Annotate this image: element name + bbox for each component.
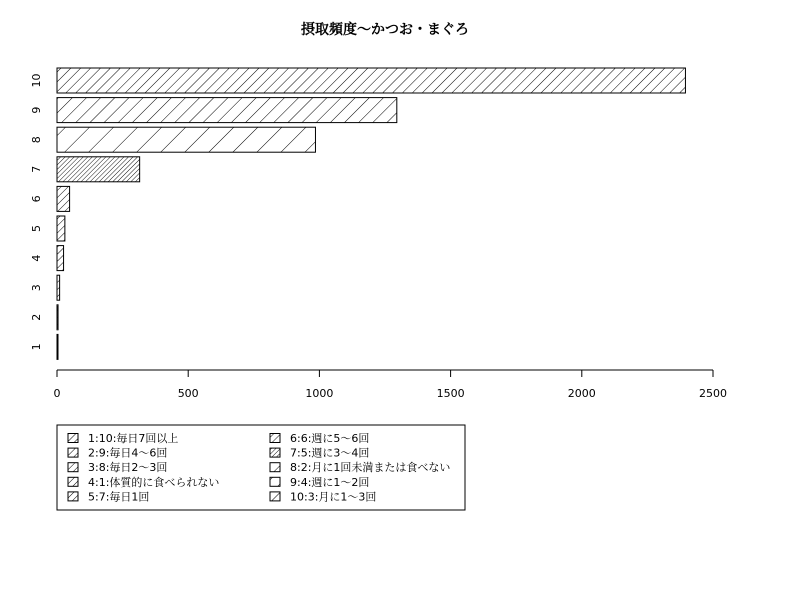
legend-swatch — [68, 477, 78, 486]
x-tick-label: 500 — [177, 387, 199, 400]
legend — [57, 425, 465, 510]
chart-title: 摂取頻度〜かつお・まぐろ — [301, 22, 469, 38]
y-tick-label: 1 — [30, 343, 43, 351]
legend-label: 9:4:週に1〜2回 — [290, 475, 370, 489]
bar-9 — [57, 98, 397, 123]
bar-4 — [57, 246, 64, 271]
legend-swatch — [270, 463, 280, 472]
bars-layer — [57, 68, 685, 359]
legend-swatch — [68, 448, 78, 457]
y-axis — [30, 74, 43, 351]
legend-swatch — [68, 492, 78, 501]
y-tick-label: 3 — [30, 284, 43, 292]
legend-label: 4:1:体質的に食べられない — [88, 475, 220, 489]
bar-3 — [57, 275, 60, 300]
legend-swatch — [270, 477, 280, 486]
x-tick-label: 1000 — [305, 387, 334, 400]
y-tick-label: 6 — [30, 195, 43, 203]
x-tick-label: 1500 — [436, 387, 465, 400]
legend-label: 3:8:毎日2〜3回 — [88, 461, 168, 475]
y-tick-label: 5 — [30, 225, 43, 232]
legend-label: 6:6:週に5〜6回 — [290, 432, 370, 445]
bar-5 — [57, 216, 65, 241]
x-tick-label: 2000 — [567, 387, 596, 400]
y-tick-label: 9 — [30, 106, 43, 114]
legend-swatch — [68, 463, 78, 472]
bar-2 — [57, 305, 58, 330]
y-tick-label: 4 — [30, 254, 43, 262]
y-tick-label: 8 — [30, 136, 43, 144]
legend-swatch — [270, 448, 280, 457]
legend-label: 7:5:週に3〜4回 — [290, 446, 370, 460]
y-tick-label: 10 — [30, 73, 43, 88]
bar-7 — [57, 157, 140, 182]
x-axis — [54, 370, 728, 400]
legend-swatch — [270, 492, 280, 501]
bar-10 — [57, 68, 685, 93]
legend-label: 10:3:月に1〜3回 — [290, 490, 377, 504]
legend-swatch — [68, 434, 78, 443]
x-tick-label: 2500 — [699, 387, 727, 400]
bar-6 — [57, 186, 70, 211]
bar-8 — [57, 127, 315, 152]
legend-swatch — [270, 434, 280, 443]
x-tick-label: 0 — [53, 387, 61, 400]
legend-label: 8:2:月に1回未満または食べない — [290, 461, 451, 475]
y-tick-label: 7 — [30, 165, 43, 173]
legend-label: 1:10:毎日7回以上 — [88, 432, 179, 445]
legend-label: 5:7:毎日1回 — [88, 490, 150, 504]
bar-1 — [57, 334, 58, 359]
y-tick-label: 2 — [30, 313, 43, 321]
legend-label: 2:9:毎日4〜6回 — [88, 446, 168, 460]
